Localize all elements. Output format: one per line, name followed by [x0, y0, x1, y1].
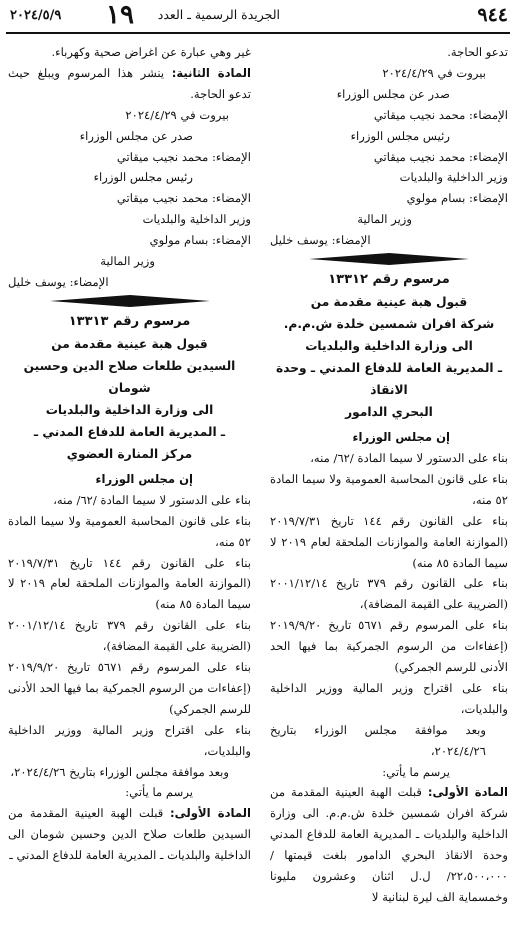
recital: بناء على القانون رقم ٣٧٩ تاريخ ٢٠٠١/١٢/١٤ (الضريبة على القيمة المضافة)، [270, 576, 508, 612]
decree-title: السيدين طلعات صلاح الدين وحسين شومان [23, 358, 236, 395]
place-date: بيروت في ٢٠٢٤/٤/٢٩ [382, 65, 486, 80]
recital: بناء على اقتراح وزير المالية ووزير الداخلية والبلديات، [270, 680, 508, 716]
section-divider [270, 253, 508, 267]
recital: بناء على المرسوم رقم ٥٦٧١ تاريخ ٢٠١٩/٩/٢٠ (إعفاءات من الرسوم الجمركية بما فيها الحد الأدنى للرسم الجمركي) [270, 618, 508, 675]
recital: بناء على الدستور لا سيما المادة /٦٢/ منه، [53, 492, 251, 507]
decree-title: البحري الدامور [345, 405, 433, 420]
signature: الإمضاء: محمد نجيب ميقاتي [373, 107, 508, 122]
article-text: ينشر هذا المرسوم ويبلغ حيث تدعو الحاجة. [8, 65, 251, 101]
section-divider [8, 295, 251, 309]
signature: الإمضاء: محمد نجيب ميقاتي [373, 149, 508, 164]
recital: بناء على قانون المحاسبة العمومية ولا سيما المادة ٥٢ منه، [8, 513, 251, 549]
text-line: غير وهي عبارة عن اغراض صحية وكهرباء. [51, 45, 251, 59]
recital: وبعد موافقة مجلس الوزراء بتاريخ ٢٠٢٤/٤/٢٦، [10, 764, 229, 779]
article-1 [270, 782, 508, 907]
council-heading: إن مجلس الوزراء [352, 430, 450, 445]
article-label: المادة الثانية: [171, 65, 252, 80]
signatory-title: وزير المالية [357, 212, 412, 227]
signature: الإمضاء: محمد نجيب ميقاتي [116, 149, 251, 164]
recital: بناء على اقتراح وزير المالية ووزير الداخلية والبلديات، [8, 722, 251, 758]
place-date: بيروت في ٢٠٢٤/٤/٢٩ [125, 107, 229, 122]
recital: بناء على القانون رقم ٣٧٩ تاريخ ٢٠٠١/١٢/١٤ (الضريبة على القيمة المضافة)، [8, 618, 251, 654]
council-heading: إن مجلس الوزراء [95, 471, 193, 486]
article-text: قبلت الهبة العينية المقدمة من شركة افران شمسين خلدة ش.م.م. الى وزارة الداخلية والبلديات ـ المديرية العامة للدفاع المدني وحدة الانقاذ البحري الدامور بلغت قيمتها /٢٢،٥٠٠،٠٠٠/ ل.ل اثنان وعشرون مليونا وخمسماية الف ليرة لبنانية لا [270, 785, 508, 904]
article-2 [8, 63, 251, 105]
signatory-title: وزير المالية [100, 254, 155, 269]
article-text: قبلت الهبة العينية المقدمة من السيدين طلعات صلاح الدين وحسين شومان الى الداخلية والبلديات ـ المديرية العامة للدفاع المدني ـ [8, 806, 251, 863]
gazette-title: الجريدة الرسمية ـ العدد [157, 7, 280, 22]
decree-number: مرسوم رقم ١٣٣١٣ [68, 313, 191, 329]
issue-number: ١٩ [106, 0, 134, 30]
decree-title: شركة افران شمسين خلدة ش.م.م. [283, 317, 495, 332]
decree-title: ـ المديرية العامة للدفاع المدني ـ وحدة الانقاذ [276, 361, 502, 398]
right-column [270, 42, 508, 908]
signatory-title: رئيس مجلس الوزراء [350, 128, 450, 143]
signatory-title: وزير الداخلية والبلديات [142, 212, 251, 227]
recital: بناء على المرسوم رقم ٥٦٧١ تاريخ ٢٠١٩/٩/٢٠ (إعفاءات من الرسوم الجمركية بما فيها الحد الأدنى للرسم الجمركي) [8, 660, 251, 716]
recital: وبعد موافقة مجلس الوزراء بتاريخ ٢٠٢٤/٤/٢٦، [270, 722, 486, 758]
article-1 [8, 803, 251, 866]
page-number: ٩٤٤ [477, 4, 508, 26]
signatory-title: وزير الداخلية والبلديات [399, 170, 508, 185]
article-label: المادة الأولى: [427, 785, 508, 800]
decree-title: مركز المنارة العضوي [66, 446, 193, 461]
article-label: المادة الأولى: [170, 806, 251, 821]
signature: الإمضاء: بسام مولوي [406, 191, 508, 206]
left-column [8, 42, 251, 866]
issue-date: ٢٠٢٤/٥/٩ [10, 8, 62, 23]
signature: الإمضاء: بسام مولوي [149, 233, 251, 248]
decree-title: ـ المديرية العامة للدفاع المدني ـ [33, 424, 226, 439]
recital: بناء على قانون المحاسبة العمومية ولا سيما المادة ٥٢ منه، [270, 471, 508, 507]
header-rule [6, 32, 510, 34]
page-header [6, 0, 510, 30]
signatory-title: رئيس مجلس الوزراء [93, 170, 193, 185]
recital: بناء على القانون رقم ١٤٤ تاريخ ٢٠١٩/٧/٣١ (الموازنة العامة والموازنات الملحقة لعام ٢٠١٩ لا سيما المادة ٨٥ منه) [270, 513, 508, 570]
decree-phrase: يرسم ما يأتي: [382, 764, 450, 779]
issuer: صدر عن مجلس الوزراء [336, 86, 450, 101]
decree-number: مرسوم رقم ١٣٣١٢ [328, 272, 450, 288]
decree-title: الى وزارة الداخلية والبلديات [45, 402, 214, 417]
signature: الإمضاء: يوسف خليل [8, 274, 109, 289]
decree-title: قبول هبة عينية مقدمة من [310, 295, 468, 310]
signature: الإمضاء: محمد نجيب ميقاتي [116, 191, 251, 206]
recital: بناء على القانون رقم ١٤٤ تاريخ ٢٠١٩/٧/٣١ (الموازنة العامة والموازنات الملحقة لعام ٢٠١٩ لا سيما المادة ٨٥ منه) [8, 555, 251, 612]
issuer: صدر عن مجلس الوزراء [79, 128, 193, 143]
recital: بناء على الدستور لا سيما المادة /٦٢/ منه، [310, 450, 508, 465]
decree-phrase: يرسم ما يأتي: [125, 785, 193, 800]
signature: الإمضاء: يوسف خليل [270, 233, 371, 248]
decree-title: قبول هبة عينية مقدمة من [51, 336, 208, 351]
text-line: تدعو الحاجة. [447, 45, 508, 59]
decree-title: الى وزارة الداخلية والبلديات [305, 339, 473, 354]
